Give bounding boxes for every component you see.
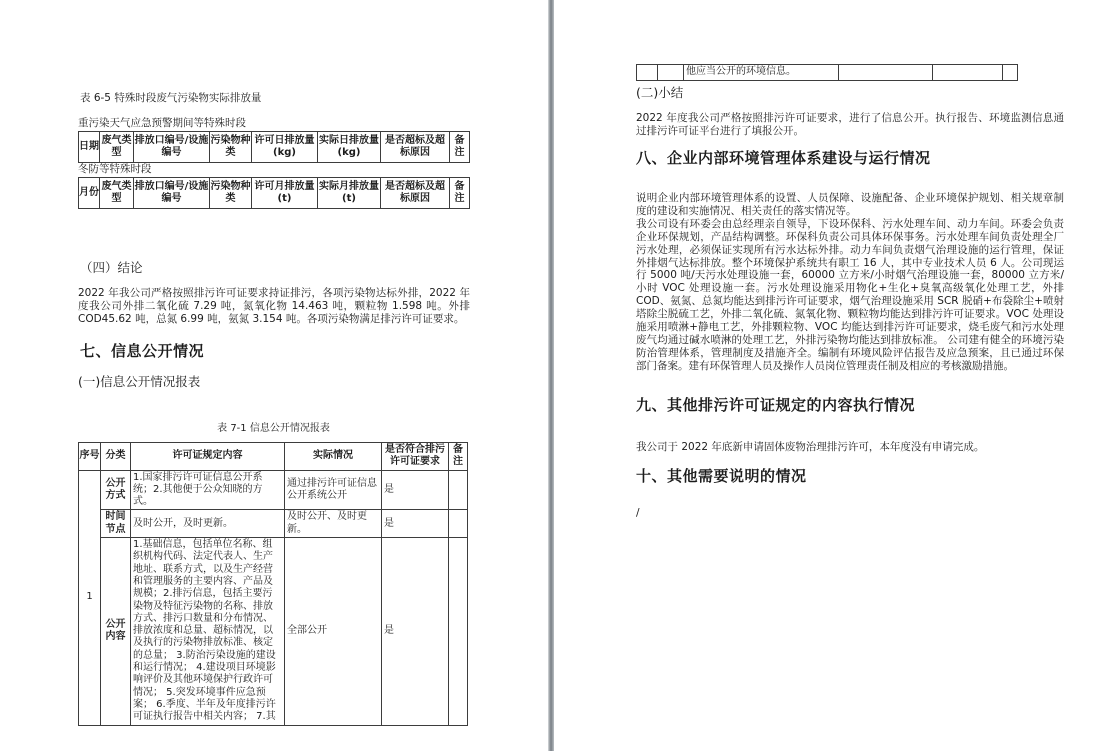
table-7-1-continuation — [636, 64, 1018, 81]
section-7-sub-heading: (一)信息公开情况报表 — [78, 374, 201, 389]
col-header: 许可月排放量(t) — [252, 178, 318, 209]
cell-category: 时间节点 — [101, 510, 131, 538]
cell-required: 1.基础信息，包括单位名称、组织机构代码、法定代表人、生产地址、联系方式，以及生产经营和管理服务的主要内容、产品及规模；2.排污信息，包括主要污染物及特征污染物的名称、排放方式、排污口数量和分布情况、排放浓度和总量、超标情况，以及执行的污染物排放标准、核定的总量； 3.防治污染设施的建设和运行情况； 4.建设项目环境影响评价及其他环境保护行政许可情况； 5.突发环境事件应急预案； 6.季度、半年及年度排污许可证执行报告中相关内容； 7.其 — [131, 538, 285, 725]
cell-actual: 通过排污许可证信息公开系统公开 — [285, 470, 382, 510]
cell-required: 1.国家排污许可证信息公开系统；2.其他便于公众知晓的方式。 — [131, 470, 285, 510]
conclusion-paragraph: 2022 年我公司严格按照排污许可证要求持证排污，各项污染物达标外排，2022 年度我公司外排二氧化硫 7.29 吨，氮氧化物 14.463 吨，颗粒物 1.598 吨。外排 COD45.62 吨，总氮 6.99 吨，氨氮 3.154 吨。各项污染物满足排污许可证要求。 — [78, 287, 470, 325]
table-row — [79, 178, 470, 209]
col-header: 备注 — [450, 132, 470, 163]
col-header: 备注 — [450, 178, 470, 209]
cell-required: 他应当公开的环境信息。 — [684, 65, 839, 81]
col-header: 是否超标及超标原因 — [381, 178, 450, 209]
table-7-1-caption: 表 7-1 信息公开情况报表 — [217, 423, 330, 434]
table-6-5-caption: 表 6-5 特殊时段废气污染物实际排放量 — [80, 92, 262, 104]
table-row — [79, 510, 468, 538]
section-8-heading: 八、企业内部环境管理体系建设与运行情况 — [636, 149, 931, 167]
cell-category: 公开内容 — [101, 538, 131, 725]
cell-comply: 是 — [382, 510, 449, 538]
section-10-paragraph: / — [636, 507, 640, 519]
section-8-body — [636, 192, 1064, 373]
col-header: 序号 — [79, 443, 101, 471]
col-header: 许可证规定内容 — [131, 443, 285, 471]
col-header: 是否超标及超标原因 — [381, 132, 450, 163]
cell-note — [449, 538, 468, 725]
table-row — [79, 132, 470, 163]
cell-comply: 是 — [382, 470, 449, 510]
table-row — [79, 538, 468, 725]
page-left — [0, 0, 548, 751]
col-header: 许可日排放量(kg) — [252, 132, 318, 163]
section-10-heading: 十、其他需要说明的情况 — [636, 467, 807, 485]
period-heavy-pollution-label: 重污染天气应急预警期间等特殊时段 — [78, 117, 246, 129]
section-7-heading: 七、信息公开情况 — [80, 342, 205, 360]
col-header: 排放口编号/设施编号 — [134, 178, 210, 209]
period-winter-label: 冬防等特殊时段 — [78, 163, 152, 175]
cell-comply: 是 — [382, 538, 449, 725]
col-header: 是否符合排污许可证要求 — [382, 443, 449, 471]
cell-note — [1003, 65, 1018, 81]
cell-required: 及时公开，及时更新。 — [131, 510, 285, 538]
section-9-heading: 九、其他排污许可证规定的内容执行情况 — [636, 396, 916, 414]
page-right — [554, 0, 1100, 751]
cell-actual — [839, 65, 933, 81]
table-row — [79, 470, 468, 510]
table-row — [79, 443, 468, 471]
col-header: 分类 — [101, 443, 131, 471]
cell-note — [449, 470, 468, 510]
cell-note — [449, 510, 468, 538]
cell-seq: 1 — [79, 470, 101, 725]
col-header: 废气类型 — [100, 178, 134, 209]
col-header: 废气类型 — [100, 132, 134, 163]
col-header: 日期 — [79, 132, 100, 163]
col-header: 月份 — [79, 178, 100, 209]
cell-actual: 及时公开、及时更新。 — [285, 510, 382, 538]
table-heavy-pollution-period — [78, 131, 470, 163]
col-header: 实际日排放量(kg) — [318, 132, 381, 163]
col-header: 污染物种类 — [210, 178, 252, 209]
section-8-paragraph-1: 说明企业内部环境管理体系的设置、人员保障、设施配备、企业环境保护规划、相关规章制度的建设和实施情况、相关责任的落实情况等。 — [636, 192, 1064, 217]
table-7-1-info-disclosure — [78, 442, 468, 726]
cell-comply — [933, 65, 1003, 81]
table-winter-period — [78, 177, 470, 209]
section-9-paragraph: 我公司于 2022 年底新申请固体废物治理排污许可，本年度没有申请完成。 — [636, 441, 985, 453]
section-8-paragraph-2: 我公司设有环委会由总经理亲自领导，下设环保科、污水处理车间、动力车间。环委会负责企业环保规划，产品结构调整。环保科负责公司具体环保事务。污水处理车间负责处理全厂污水处理，必须保证实现所有污水达标外排。动力车间负责烟气治理设施的运行管理，保证外排烟气达标排放。整个环境保护系统共有职工 16 人，其中专业技术人员 6 人。公司现运行 5000 吨/天污水处理设施一套，60000 立方米/小时烟气治理设施一套，80000 立方米/小时 VOC 处理设施一套。污水处理设施采用物化+生化+臭氧高级氧化处理工艺，外排 COD、氨氮、总氮均能达到排污许可证要求，烟气治理设施采用 SCR 脱硝+布袋除尘+喷射塔除尘脱硫工艺，外排二氧化硫、氮氧化物、颗粒物均能达到排污许可证要求。VOC 处理设施采用喷淋+静电工艺，外排颗粒物、VOC 均能达到排污许可证要求，烧毛废气和污水处理废气均通过碱水喷淋的处理工艺，外排污染物均能达到排放标准。 公司建有健全的环境污染防治管理体系，管理制度及措施齐全。编制有环境风险评估报告及应急预案，且已通过环保部门备案。建有环保管理人员及操作人员岗位管理责任制及相应的考核激励措施。 — [636, 217, 1064, 372]
summary-heading: (二)小结 — [636, 85, 684, 100]
col-header: 排放口编号/设施编号 — [134, 132, 210, 163]
col-header: 污染物种类 — [210, 132, 252, 163]
col-header: 实际情况 — [285, 443, 382, 471]
cell-actual: 全部公开 — [285, 538, 382, 725]
cell-category — [658, 65, 684, 81]
col-header: 备注 — [449, 443, 468, 471]
cell-seq — [637, 65, 658, 81]
conclusion-heading: （四）结论 — [80, 260, 143, 275]
summary-paragraph: 2022 年度我公司严格按照排污许可证要求，进行了信息公开。执行报告、环境监测信息通过排污许可证平台进行了填报公开。 — [636, 112, 1064, 137]
table-row — [637, 65, 1018, 81]
cell-category: 公开方式 — [101, 470, 131, 510]
col-header: 实际月排放量(t) — [318, 178, 381, 209]
